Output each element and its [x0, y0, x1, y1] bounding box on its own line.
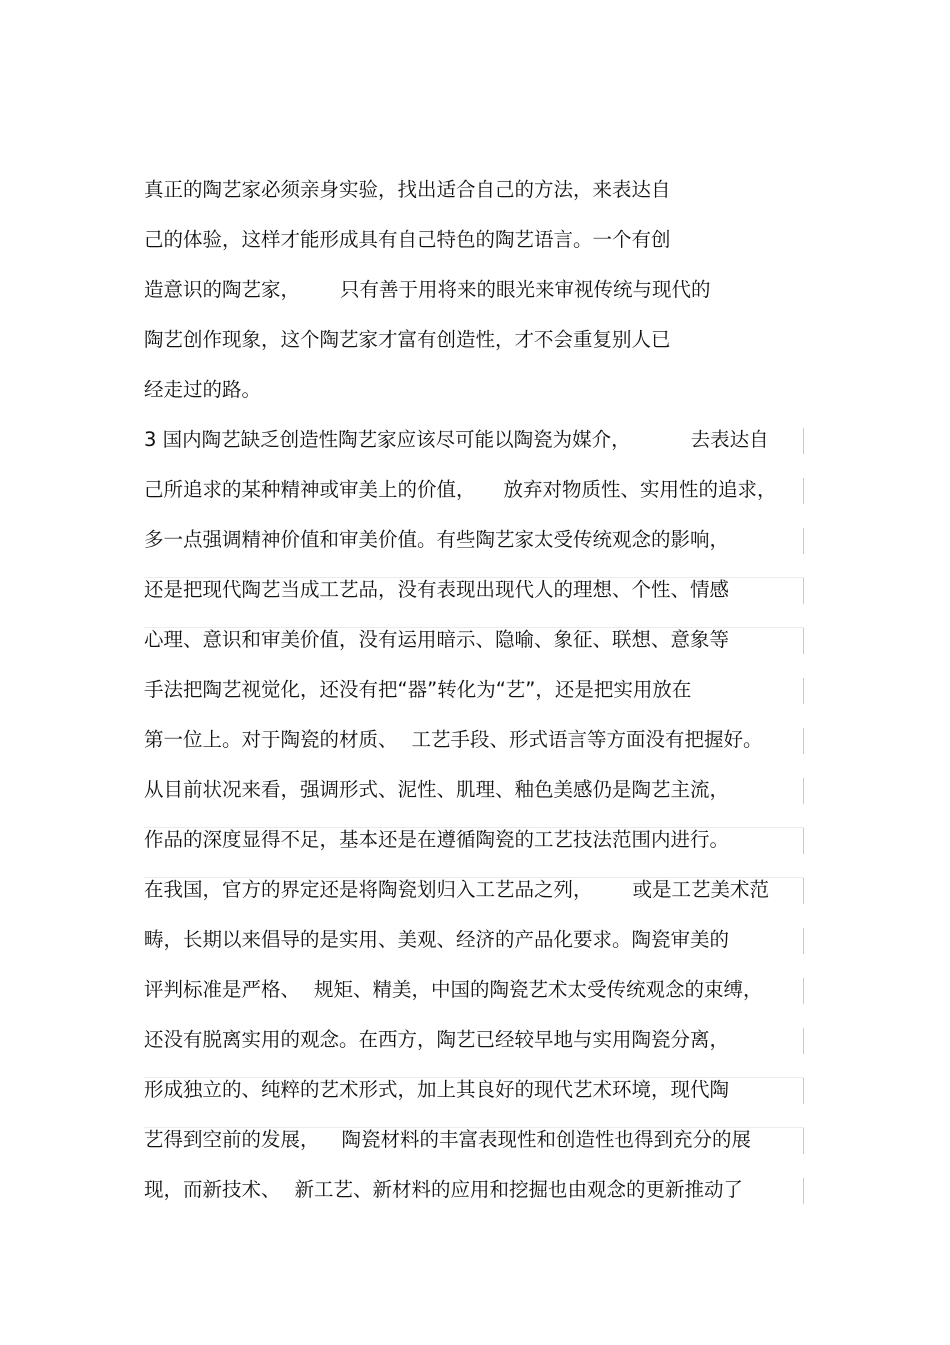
edge-mark	[803, 1078, 804, 1104]
text-line: 形成独立的、纯粹的艺术形式，加上其良好的现代艺术环境，现代陶	[144, 1078, 730, 1101]
row-rule	[144, 627, 804, 628]
text-segment: 或是工艺美术范	[632, 878, 770, 901]
edge-mark	[803, 528, 804, 554]
edge-mark	[803, 678, 804, 704]
edge-mark	[803, 878, 804, 904]
text-line	[144, 1175, 800, 1205]
text-segment: 去表达自	[690, 428, 769, 451]
text-line	[144, 475, 800, 505]
row-rule	[144, 1077, 804, 1078]
edge-mark	[803, 828, 804, 854]
text-line	[144, 975, 800, 1005]
edge-mark	[803, 728, 804, 754]
edge-mark	[803, 478, 804, 504]
edge-mark	[803, 1028, 804, 1054]
text-segment: 评判标准是严格、	[144, 978, 301, 1001]
text-segment: 陶瓷材料的丰富表现性和创造性也得到充分的展	[341, 1128, 752, 1151]
text-segment: 只有善于用将来的眼光来审视传统与现代的	[340, 278, 711, 301]
text-segment: 现，而新技术、	[144, 1178, 281, 1201]
edge-mark	[803, 578, 804, 604]
text-segment: 新工艺、新材料的应用和挖掘也由观念的更新推动了	[294, 1178, 744, 1201]
text-segment: 己所追求的某种精神或审美上的价值，	[144, 478, 476, 501]
text-line: 己的体验，这样才能形成具有自己特色的陶艺语言。一个有创	[144, 228, 671, 251]
edge-mark	[803, 628, 804, 654]
edge-mark	[803, 1128, 804, 1154]
text-line: 还是把现代陶艺当成工艺品，没有表现出现代人的理想、个性、情感	[144, 578, 730, 601]
text-line	[144, 425, 800, 455]
text-line: 真正的陶艺家必须亲身实验，找出适合自己的方法，来表达自	[144, 178, 671, 201]
text-segment: 造意识的陶艺家，	[144, 278, 301, 301]
text-segment: 工艺手段、形式语言等方面没有把握好。	[411, 728, 763, 751]
edge-mark	[803, 778, 804, 804]
text-line: 经走过的路。	[144, 378, 262, 401]
text-segment: 艺得到空前的发展，	[144, 1128, 320, 1151]
text-line: 作品的深度显得不足，基本还是在遵循陶瓷的工艺技法范围内进行。	[144, 828, 730, 851]
edge-mark	[803, 928, 804, 954]
edge-mark	[803, 1178, 804, 1204]
text-segment: 规矩、精美，中国的陶瓷艺术太受传统观念的束缚，	[314, 978, 763, 1001]
text-line: 多一点强调精神价值和审美价值。有些陶艺家太受传统观念的影响，	[144, 528, 730, 551]
text-segment: 3 国内陶艺缺乏创造性陶艺家应该尽可能以陶瓷为媒介，	[144, 428, 631, 451]
text-line	[144, 1125, 800, 1155]
text-line	[144, 875, 800, 905]
edge-mark	[803, 428, 804, 454]
text-segment: 第一位上。对于陶瓷的材质、	[144, 728, 398, 751]
text-segment: 放弃对物质性、实用性的追求，	[503, 478, 777, 501]
text-line: 心理、意识和审美价值，没有运用暗示、隐喻、象征、联想、意象等	[144, 628, 730, 651]
text-line	[144, 275, 800, 305]
text-line: 从目前状况来看，强调形式、泥性、肌理、釉色美感仍是陶艺主流，	[144, 778, 730, 801]
row-rule	[144, 827, 804, 828]
edge-mark	[803, 978, 804, 1004]
text-line: 畴，长期以来倡导的是实用、美观、经济的产品化要求。陶瓷审美的	[144, 928, 730, 951]
row-rule	[144, 877, 804, 878]
text-line: 还没有脱离实用的观念。在西方，陶艺已经较早地与实用陶瓷分离，	[144, 1028, 730, 1051]
text-segment: 在我国，官方的界定还是将陶瓷划归入工艺品之列，	[144, 878, 593, 901]
text-line: 手法把陶艺视觉化，还没有把“器”转化为“艺”，还是把实用放在	[144, 678, 692, 701]
row-rule	[144, 577, 804, 578]
text-line: 陶艺创作现象，这个陶艺家才富有创造性，才不会重复别人已	[144, 328, 671, 351]
text-line	[144, 725, 800, 755]
row-rule	[144, 1127, 804, 1128]
